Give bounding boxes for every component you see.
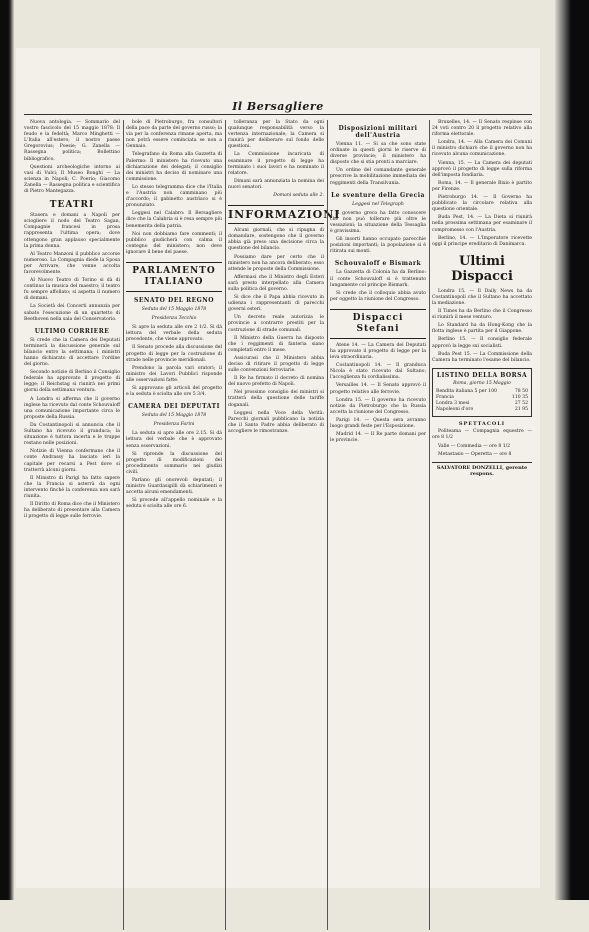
scan-edge-left bbox=[0, 0, 14, 900]
article-paragraph: Si apre la seduta alle ore 2 1/2. Si dà lettura del verbale della seduta precedente, che viene approvato. bbox=[126, 325, 222, 343]
article-paragraph: Un ordine del comandante generale prescrive la mobilitazione immediata dei reggimenti della Transilvania. bbox=[330, 168, 426, 186]
article-paragraph: Telegrafano da Roma alla Gazzetta di Palermo: Il ministero ha ricevuto una dichiarazione dei delegati; il consiglio dei ministri ha deciso di nominare una commissione. bbox=[126, 152, 222, 182]
article-paragraph: Berlino, 14. — L'Imperatore ricevette oggi il principe ereditario di Danimarca. bbox=[432, 235, 532, 247]
article-paragraph: Il Ministro della Guerra ha disposto che i reggimenti di fanteria siano completati entro il mese. bbox=[228, 335, 324, 353]
section-subheading: Seduta del 15 Maggio 1878 bbox=[141, 306, 207, 312]
stock-label: Francia bbox=[436, 395, 454, 400]
column-rule bbox=[225, 120, 226, 930]
article-paragraph: Un decreto reale autorizza le provincie a contrarre prestiti per la costruzione di strade comunali. bbox=[228, 315, 324, 333]
article-paragraph: La Gazzetta di Colonia ha da Berlino: il conte Schouvaloff si è trattenuto lungamente col principe Bismark. bbox=[330, 270, 426, 288]
article-paragraph: Bruxelles, 14. — Il Senato respinse con 24 voti contro 20 il progetto relativo alla riforma elettorale. bbox=[432, 120, 532, 138]
masthead-rule bbox=[24, 114, 532, 115]
column-rule bbox=[429, 120, 430, 930]
article-paragraph: Vienna 11. — Si sa che sono state ordinate in questi giorni le riserve di diverse provincie; il ministero ha disposto che si stia pronti a marciare. bbox=[330, 142, 426, 166]
section-heading: Disposizioni militari dell'Austria bbox=[338, 125, 418, 139]
stock-listing bbox=[432, 368, 532, 417]
article-paragraph: Parlano gli onorevoli deputati; il ministro Guardasigilli dà schiarimenti e accetta alcuni emendamenti. bbox=[126, 478, 222, 496]
section-subheading: Seduta del 15 Maggio 1878 bbox=[141, 413, 207, 419]
article-paragraph: Il Ministro di Parigi ha fatto sapere che la Francia si asterrà da ogni intervento finché la conferenza non sarà riunita. bbox=[24, 475, 120, 499]
section-heading: ULTIMO CORRIERE bbox=[34, 327, 110, 335]
article-paragraph: Assicurasi che il Ministero abbia deciso di ritirare il progetto di legge sulle convenzioni ferroviarie. bbox=[228, 355, 324, 374]
section-heading: CAMERA DEI DEPUTATI bbox=[128, 403, 220, 411]
article-paragraph: Vienna, 15. — La Camera dei deputati approvò il progetto di legge sulla riforma dell'imposta fondiaria. bbox=[432, 160, 532, 178]
section-subheading: Presidenza Farini bbox=[153, 422, 195, 428]
article-paragraph: Londra 15. — Il governo ha ricevuto notizie da Pietroburgo che la Russia accetta la riunione del Congresso. bbox=[330, 397, 426, 415]
article-paragraph: Prendono la parola vari oratori; il ministro dei Lavori Pubblici risponde alle osservazioni fatte. bbox=[126, 365, 222, 383]
article-paragraph: Parigi 14. — Questa sera avranno luogo grandi feste per l'Esposizione. bbox=[330, 417, 426, 429]
newspaper-page bbox=[16, 48, 540, 888]
theatre-listings bbox=[432, 421, 532, 457]
article-paragraph: Il Re ha firmato il decreto di nomina del nuovo prefetto di Napoli. bbox=[228, 376, 324, 388]
article-paragraph: Si crede che il colloquio abbia avuto per oggetto la riunione del Congresso. bbox=[330, 290, 426, 302]
stock-label: Londra 3 mesi bbox=[436, 401, 470, 407]
article-paragraph: Costantinopoli 14. — Il granduca Nicola è stato ricevuto dal Sultano; l'accoglienza fu cordialissima. bbox=[330, 363, 426, 381]
section-heading: Schouvaloff e Bismark bbox=[334, 260, 422, 268]
article-paragraph: La Società dei Concerti annunzia per sabato l'esecuzione di un quartetto di Beethoven nella sala del Conservatorio. bbox=[24, 304, 120, 322]
column-2 bbox=[126, 120, 222, 932]
stock-value: 21 95 bbox=[514, 407, 528, 413]
theatre-listing-item: Valle — Commedia — ore 8 1/2 bbox=[438, 443, 511, 449]
article-paragraph: Il governo greco ha fatto conoscere che non può tollerare più oltre le vessazioni; la situazione della Tessaglia è gravissima. bbox=[330, 210, 426, 235]
section-heading: SENATO DEL REGNO bbox=[134, 296, 214, 304]
article-paragraph: Il Diritto di Roma dice che il Ministero ha deliberato di presentare alla Camera il progetto di legge sulle ferrovie. bbox=[24, 502, 120, 520]
section-heading: Le sventure della Grecia bbox=[331, 191, 425, 199]
theatre-listings-title: SPETTACOLI bbox=[458, 421, 506, 428]
masthead: Il Bersagliere bbox=[232, 100, 324, 113]
article-paragraph: Si dice che il Papa abbia ricevuto in udienza i rappresentanti di parecchi governi esteri. bbox=[228, 295, 324, 313]
stock-label: Napoleoni d'oro bbox=[436, 407, 474, 413]
article-paragraph: Nel prossimo consiglio dei ministri si tratterà della questione delle tariffe doganali. bbox=[228, 390, 324, 408]
article-paragraph: A Londra si afferma che il governo inglese ha ricevuto dal conte Schouvaloff una comunicazione importante circa le proposte della Russia. bbox=[24, 396, 120, 420]
column-1 bbox=[24, 120, 120, 932]
section-heading: INFORMAZIONI bbox=[228, 205, 324, 224]
article-paragraph: Il Times ha da Berlino che il Congresso si riunirà il mese venturo. bbox=[432, 309, 532, 321]
article-paragraph: Al Nuovo Teatro di Torino si dà di continuo la musica del maestro; il teatro fu sempre affollato; si aspetta il numero di domani. bbox=[24, 278, 120, 302]
section-subheading: Leggesi nel Telegraph bbox=[352, 201, 404, 207]
article-paragraph: Londra, 14. — Alla Camera dei Comuni il ministro dichiarò che il governo non ha ricevuto alcuna comunicazione. bbox=[432, 140, 532, 158]
article-paragraph: Notizie di Vienna confermano che il conte Andrassy ha lasciato ieri la capitale per recarsi a Pest dove si tratterrà alcuni giorni. bbox=[24, 449, 120, 473]
article-paragraph: Da Costantinopoli si annuncia che il Sultano ha ricevuto il granduca; la situazione è tuttora incerta e le truppe restano nelle posizioni. bbox=[24, 422, 120, 447]
stock-listing-date: Roma, giorno 15 Maggio bbox=[453, 380, 511, 386]
column-rule bbox=[327, 120, 328, 930]
theatre-listing-item: Politeama — Compagnia equestre — ore 8 1/2 bbox=[432, 429, 532, 441]
article-paragraph: tolleranza per la Stato da ogni qualunque responsabilità verso la vertenza internazionale; la Camera si riunirà per deliberare sul fondo delle questioni. bbox=[228, 120, 324, 150]
column-3 bbox=[228, 120, 341, 932]
stock-value: 78 50 bbox=[514, 388, 528, 394]
section-heading: Dispacci Stefani bbox=[330, 309, 426, 339]
stock-listing-title: LISTINO DELLA BORSA bbox=[436, 371, 528, 379]
theatre-listing-item: Metastasio — Operetta — ore 8 bbox=[438, 451, 512, 457]
article-paragraph: Leggesi nella Voce della Verità: Parecchi giornali pubblicano la notizia che il Santo Padre abbia deliberato di accogliere le rimostranze. bbox=[228, 410, 324, 434]
article-paragraph: Buda Pest, 14. — La Dieta si riunirà nella prossima settimana per esaminare il compromesso con l'Austria. bbox=[432, 215, 532, 233]
stock-label: Rendita italiana 5 per 100 bbox=[436, 388, 497, 394]
article-paragraph: Affermasi che il Ministro degli Esteri sarà presto interpellato alla Camera sulla politica del governo. bbox=[228, 274, 324, 292]
article-paragraph: La Commissione incaricata di esaminare il progetto di legge ha terminato i suoi lavori e ha nominato il relatore. bbox=[228, 152, 324, 176]
article-paragraph: Il Senato procede alla discussione del progetto di legge per la costruzione di strade nelle provincie meridionali. bbox=[126, 345, 222, 363]
article-paragraph: Possiamo dare per certo che il ministero non ha ancora deliberato; esso attende le proposte della Commissione. bbox=[228, 254, 324, 272]
section-heading: PARLAMENTO ITALIANO bbox=[126, 262, 222, 292]
column-4 bbox=[330, 120, 426, 932]
article-paragraph: Roma, 14. — Il generale Bixio è partito per Firenze. bbox=[432, 180, 532, 192]
article-paragraph: Madrid 14. — Il Re parte domani per le provincie. bbox=[330, 432, 426, 444]
article-paragraph: Alcuni giornali, che si ripugna di domandare, sostengono che il governo abbia già preso una decisione circa la questione del bilancio. bbox=[228, 228, 324, 252]
article-paragraph: Si approvano gli articoli del progetto e la seduta è sciolta alle ore 5 3/4. bbox=[126, 386, 222, 398]
article-paragraph: Nuova antologia. — Sommario del vostro fascicolo del 15 maggio 1878: Il feudo e la fedeltà; Marco Minghetti — L'Italia all'estero; il nostro paese Gregorovius; Poesie; G. Zanella — Rassegna politica; Bollettino bibliografico. bbox=[24, 120, 120, 162]
section-heading: Ultimi Dispacci bbox=[451, 253, 513, 284]
stock-value: 110 35 bbox=[511, 395, 528, 400]
article-paragraph: Lo stesso telegramma dice che l'Italia e l'Austria non camminano più d'accordo; il gabinetto austriaco si è pronunziato. bbox=[126, 184, 222, 209]
section-heading: TEATRI bbox=[49, 200, 95, 211]
article-paragraph: Berlino 15. — Il consiglio federale approvò la legge sui socialisti. bbox=[432, 337, 532, 349]
article-paragraph: Al Teatro Manzoni il pubblico accorse numeroso. La Compagnia diede la Sposa per Arrivare, che venne accolta favorevolmente. bbox=[24, 251, 120, 275]
article-paragraph: Noi non dobbiamo fare commenti; il pubblico giudicherà con calma il contegno del ministero; non deve ignorare il bene del paese. bbox=[126, 231, 222, 255]
article-paragraph: La seduta si apre alle ore 2.15. Si dà lettura del verbale che è approvato senza osservazioni. bbox=[126, 431, 222, 449]
article-paragraph: Si crede che la Camera dei Deputati terminerà la discussione generale sul bilancio entro la settimana; i ministri hanno dichiarato di accettare l'ordine del giorno. bbox=[24, 337, 120, 368]
article-paragraph: Stasera e domani a Napoli per sciogliere il nodo del Teatro Sagan, Compagnie francesi in prosa rappresenta l'ultima opera; dove ottengono gran applauso specialmente la prima donna. bbox=[24, 213, 120, 249]
scan-edge-right bbox=[555, 0, 589, 900]
closing-note: Domani seduta alle 2. bbox=[273, 193, 324, 199]
article-paragraph: Gli insorti hanno occupato parecchie posizioni importanti; la popolazione si è ritirata sui monti. bbox=[330, 237, 426, 255]
article-paragraph: Leggesi nel Calabro: Il Bersagliere dice che la Calabria si è resa sempre più benemerita della patria. bbox=[126, 211, 222, 229]
article-paragraph: Atene 14. — La Camera dei Deputati ha approvato il progetto di legge per la leva straordinaria. bbox=[330, 342, 426, 361]
column-rule bbox=[123, 120, 124, 930]
article-paragraph: Versailles 14. — Il Senato approvò il progetto relativo alle ferrovie. bbox=[330, 383, 426, 395]
article-paragraph: Si riprende la discussione del progetto di modificazioni del procedimento sommario nei giudizi civili. bbox=[126, 451, 222, 475]
article-paragraph: Si procede all'appello nominale e la seduta è sciolta alle ore 6. bbox=[126, 498, 222, 510]
article-paragraph: bole di Pietroburgo, fra consultori della pace da parte del governo russo; la via per la conferenza rimane aperta, ma non potrà essere cominciata se non a Gennaio. bbox=[126, 120, 222, 150]
article-paragraph: Questioni archeologiche intorno ai vasi di Vulci; Il Museo Bonghi — La scienza in Napoli; C. Poerio; Giacomo Zanella — Rassegna politica e scientifica di Pietro Mantegazza. bbox=[24, 164, 120, 195]
publisher-signature: SALVATORE DONZELLI, gerente respons. bbox=[432, 462, 532, 477]
article-paragraph: Buda Pest 15. — La Commissione della Camera ha terminato l'esame del bilancio. bbox=[432, 351, 532, 363]
stock-value: 27 52 bbox=[514, 401, 528, 407]
article-paragraph: Londra 15. — Il Daily News ha da Costantinopoli che il Sultano ha accettato la mediazione. bbox=[432, 288, 532, 306]
article-paragraph: Lo Standard ha da Hong-Kong che la flotta inglese è partita per il Giappone. bbox=[432, 323, 532, 335]
article-paragraph: Secondo notizie di Berlino il Consiglio federale ha approvato il progetto di legge; il Reichstag si riunirà nei primi giorni della settimana ventura. bbox=[24, 370, 120, 394]
column-5 bbox=[432, 120, 532, 932]
section-subheading: Presidenza Tecchio bbox=[151, 316, 197, 322]
stock-row bbox=[436, 407, 528, 413]
article-paragraph: Dimani sarà annunziata la nomina dei nuovi senatori. bbox=[228, 178, 324, 190]
article-paragraph: Pietroburgo 14. — Il Governo ha pubblicato la circolare relativa alla questione orientale. bbox=[432, 195, 532, 213]
